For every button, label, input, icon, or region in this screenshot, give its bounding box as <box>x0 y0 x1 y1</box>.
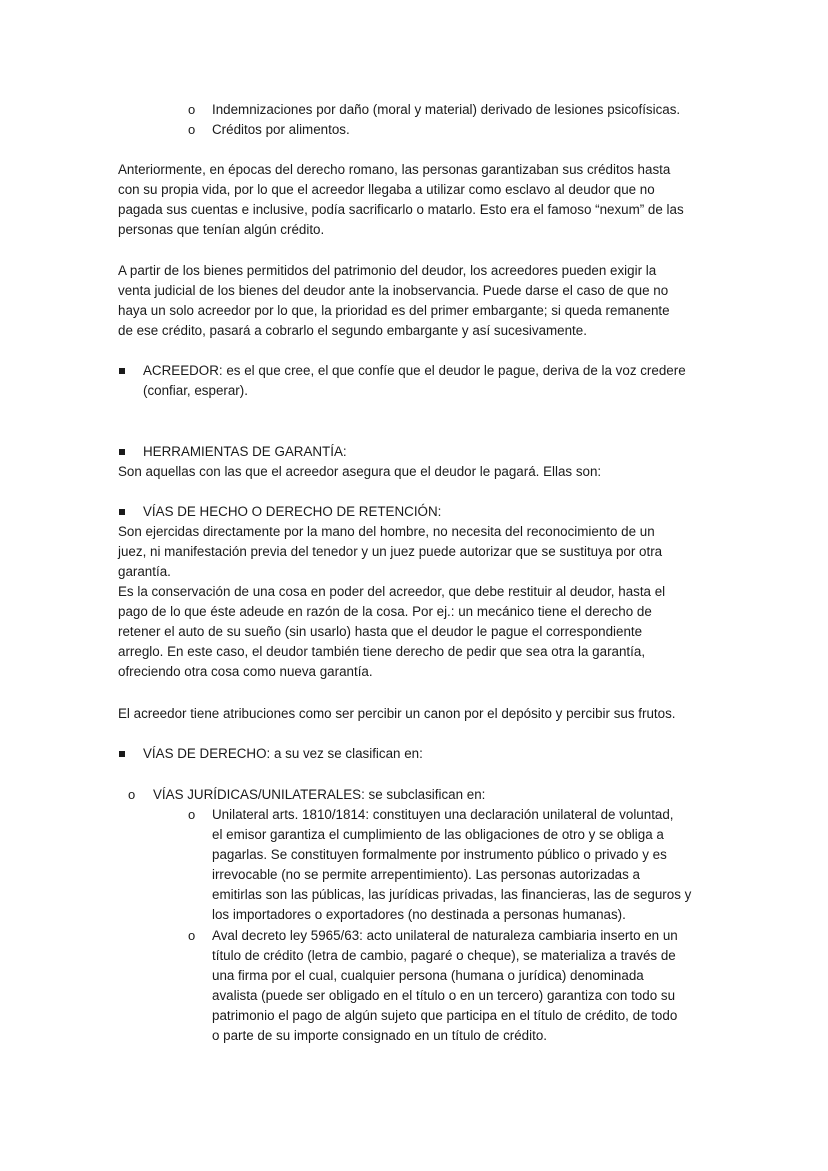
text-line: juez, ni manifestación previa del tenedor y un juez puede autorizar que se sustituya por otra <box>118 544 663 559</box>
list-item-text: VÍAS JURÍDICAS/UNILATERALES: se subclasifican en: <box>153 787 486 802</box>
text-line: una firma por el cual, cualquier persona (humana o jurídica) denominada <box>212 968 644 983</box>
text-line: A partir de los bienes permitidos del patrimonio del deudor, los acreedores pueden exigir la <box>118 263 657 278</box>
section-heading: HERRAMIENTAS DE GARANTÍA: <box>143 444 347 459</box>
text-line: Aval decreto ley 5965/63: acto unilateral de naturaleza cambiaria inserto en un <box>212 928 678 943</box>
circle-bullet-icon: o <box>188 102 196 117</box>
list-item-text: VÍAS DE DERECHO: a su vez se clasifican en: <box>143 746 423 761</box>
text-line: título de crédito (letra de cambio, pagaré o cheque), se materializa a través de <box>212 948 676 963</box>
circle-bullet-icon: o <box>128 787 136 802</box>
text-line: pagarlas. Se constituyen formalmente por instrumento público o privado y es <box>212 847 667 862</box>
circle-bullet-icon: o <box>188 807 196 822</box>
text-line: irrevocable (no se permite arrepentimiento). Las personas autorizadas a <box>212 867 640 882</box>
square-bullet-icon <box>119 509 125 515</box>
text-line: avalista (puede ser obligado en el título o en un tercero) garantiza con todo su <box>212 988 676 1003</box>
text-line: ACREEDOR: es el que cree, el que confíe que el deudor le pague, deriva de la voz credere <box>143 363 686 378</box>
text-line: Anteriormente, en épocas del derecho romano, las personas garantizaban sus créditos hasta <box>118 162 671 177</box>
square-bullet-icon <box>119 368 125 374</box>
text-line: el emisor garantiza el cumplimiento de las obligaciones de otro y se obliga a <box>212 827 664 842</box>
text-line: o parte de su importe consignado en un título de crédito. <box>212 1028 547 1043</box>
text-line: (confiar, esperar). <box>143 383 248 398</box>
text-line: patrimonio el pago de algún sujeto que participa en el título de crédito, de todo <box>212 1008 678 1023</box>
paragraph-nexum <box>118 160 718 240</box>
text-line: emitirlas son las públicas, las jurídicas privadas, las financieras, las de seguros y <box>212 887 692 902</box>
list-item-text <box>143 361 703 401</box>
paragraph-herramientas: Son aquellas con las que el acreedor asegura que el deudor le pagará. Ellas son: <box>118 464 602 479</box>
circle-bullet-icon: o <box>188 928 196 943</box>
text-line: pago de lo que éste adeude en razón de la cosa. Por ej.: un mecánico tiene el derecho de <box>118 604 652 619</box>
circle-bullet-icon: o <box>188 122 196 137</box>
list-item-text <box>212 805 712 925</box>
list-item-text: Créditos por alimentos. <box>212 122 350 137</box>
text-line: Unilateral arts. 1810/1814: constituyen una declaración unilateral de voluntad, <box>212 807 674 822</box>
text-line: Son ejercidas directamente por la mano del hombre, no necesita del reconocimiento de un <box>118 524 655 539</box>
text-line: arreglo. En este caso, el deudor también tiene derecho de pedir que sea otra la garantía, <box>118 644 646 659</box>
square-bullet-icon <box>119 449 125 455</box>
text-line: haya un solo acreedor por lo que, la prioridad es del primer embargante; si queda remanente <box>118 303 670 318</box>
paragraph-embargo <box>118 261 718 341</box>
text-line: con su propia vida, por lo que el acreedor llegaba a utilizar como esclavo al deudor que no <box>118 182 655 197</box>
text-line: los importadores o exportadores (no destinada a personas humanas). <box>212 907 626 922</box>
text-line: Es la conservación de una cosa en poder del acreedor, que debe restituir al deudor, hasta el <box>118 584 666 599</box>
text-line: pagada sus cuentas e inclusive, podía sacrificarlo o matarlo. Esto era el famoso “nexum” de las <box>118 202 684 217</box>
text-line: ofreciendo otra cosa como nueva garantía. <box>118 664 373 679</box>
paragraph-atribuciones: El acreedor tiene atribuciones como ser percibir un canon por el depósito y percibir sus frutos. <box>118 706 676 721</box>
text-line: venta judicial de los bienes del deudor ante la inobservancia. Puede darse el caso de que no <box>118 283 669 298</box>
text-line: garantía. <box>118 564 171 579</box>
text-line: retener el auto de su sueño (sin usarlo) hasta que el deudor le pague el correspondiente <box>118 624 643 639</box>
paragraph-vias-hecho <box>118 522 718 682</box>
text-line: de ese crédito, pasará a cobrarlo el segundo embargante y así sucesivamente. <box>118 323 587 338</box>
text-line: personas que tenían algún crédito. <box>118 222 325 237</box>
list-item-text <box>212 926 712 1046</box>
square-bullet-icon <box>119 751 125 757</box>
list-item-text: Indemnizaciones por daño (moral y material) derivado de lesiones psicofísicas. <box>212 102 681 117</box>
section-heading: VÍAS DE HECHO O DERECHO DE RETENCIÓN: <box>143 504 442 519</box>
